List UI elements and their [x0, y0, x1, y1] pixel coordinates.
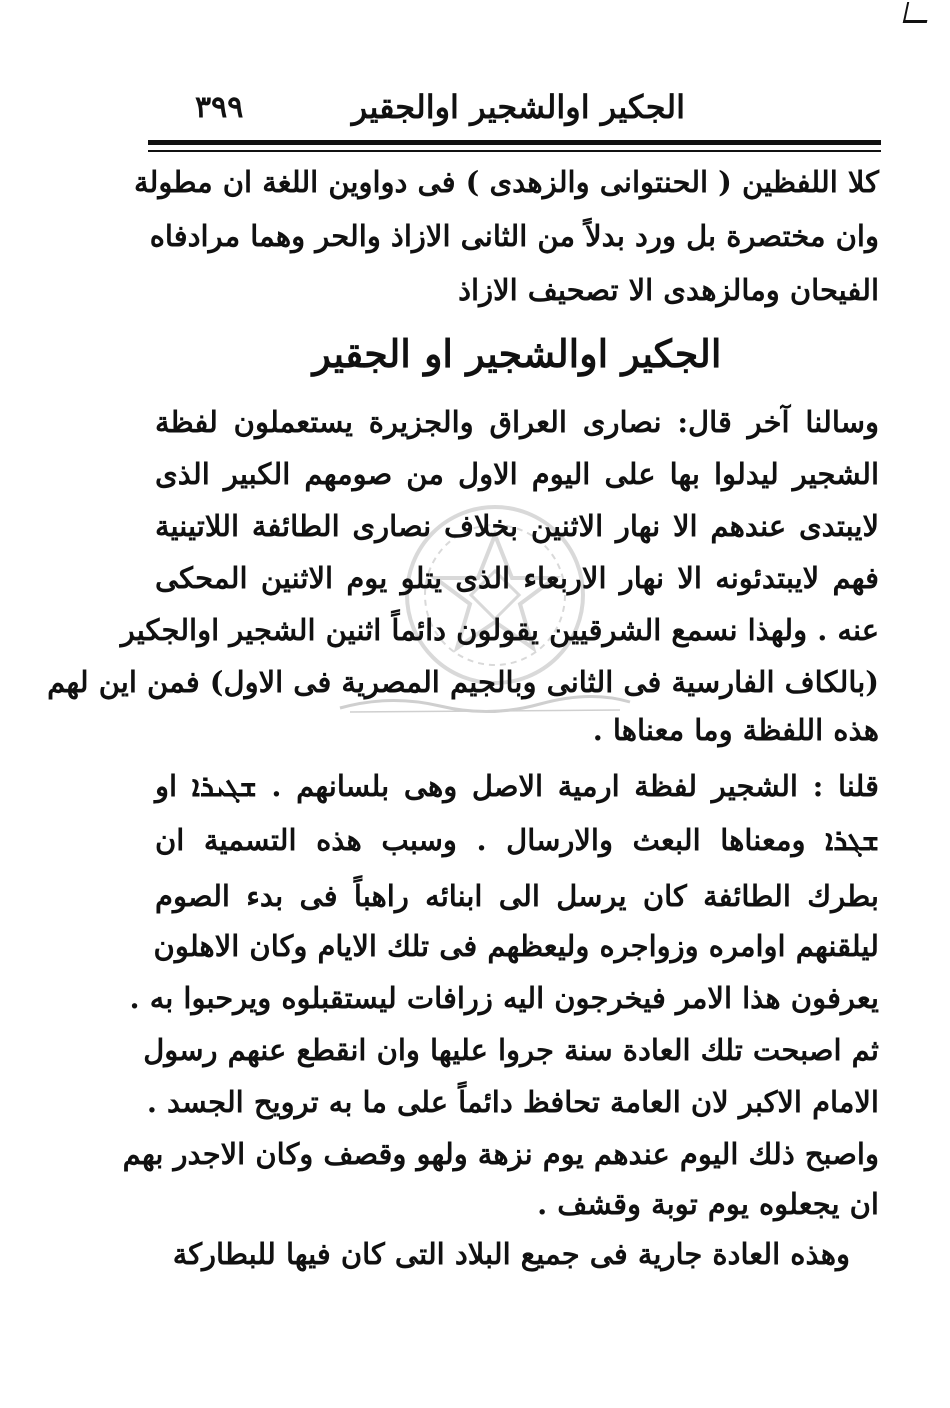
- text-line: بطرك الطائفة كان يرسل الى ابنائه راهباً فى بدء الصوم: [155, 879, 879, 913]
- text-line: هذه اللفظة وما معناها .: [592, 713, 879, 747]
- text-line: عنه . ولهذا نسمع الشرقيين يقولون دائماً اثنين الشجير اوالجكير: [120, 613, 879, 647]
- text-line: وان مختصرة بل ورد بدلاً من الثانى الازاذ والحر وهما مرادفاه: [149, 219, 879, 253]
- text-line: ثم اصبحت تلك العادة سنة جروا عليها وان انقطع عنهم رسول: [143, 1033, 879, 1067]
- text-line: ܫܓܪܐ ومعناها البعث والارسال . وسبب هذه التسمية ان: [155, 823, 879, 857]
- text-line: يعرفون هذا الامر فيخرجون اليه زرافات ليستقبلوه ويرحبوا به .: [129, 981, 879, 1015]
- text-line: كلا اللفظين ( الحنتوانى والزهدى ) فى دواوين اللغة ان مطولة: [133, 165, 879, 199]
- running-title: الجكير اوالشجير اوالجقير: [351, 88, 685, 126]
- text-line: الامام الاكبر لان العامة تحافظ دائماً على ما به ترويح الجسد .: [146, 1085, 879, 1119]
- section-heading: الجكير اوالشجير او الجقير: [312, 331, 722, 376]
- header-rule-thick: [148, 140, 881, 145]
- text-line: ان يجعلوه يوم توبة وقشف .: [537, 1187, 879, 1221]
- text-line: وسالنا آخر قال: نصارى العراق والجزيرة يستعملون لفظة: [155, 405, 879, 439]
- text-line: قلنا : الشجير لفظة ارمية الاصل وهى بلسانهم . ܫܓܝܪܐ او: [155, 769, 879, 803]
- text-line: فهم لايبتدئونه الا نهار الاربعاء الذى يتلو يوم الاثنين المحكى: [155, 561, 879, 595]
- text-line: (بالكاف الفارسية فى الثانى وبالجيم المصرية فى الاول) فمن اين لهم: [47, 665, 879, 699]
- page-number: ٣٩٩: [195, 89, 244, 125]
- running-header: [195, 82, 685, 132]
- text-line: ليلقنهم اوامره وزواجره وليعظهم فى تلك الايام وكان الاهلون: [153, 929, 879, 963]
- header-rule-thin: [148, 150, 881, 152]
- text-line: الفيحان ومالزهدى الا تصحيف الازاذ: [458, 273, 879, 307]
- text-line: واصبح ذلك اليوم عندهم يوم نزهة ولهو وقصف وكان الاجدر بهم: [122, 1137, 879, 1171]
- text-line: الشجير ليدلوا بها على اليوم الاول من صومهم الكبير الذى: [155, 457, 879, 491]
- corner-scan-mark: [903, 2, 931, 23]
- text-line: وهذه العادة جارية فى جميع البلاد التى كان فيها للبطاركة: [172, 1237, 850, 1271]
- text-line: لايبتدى عندهم الا نهار الاثنين بخلاف نصارى الطائفة اللاتينية: [155, 509, 879, 543]
